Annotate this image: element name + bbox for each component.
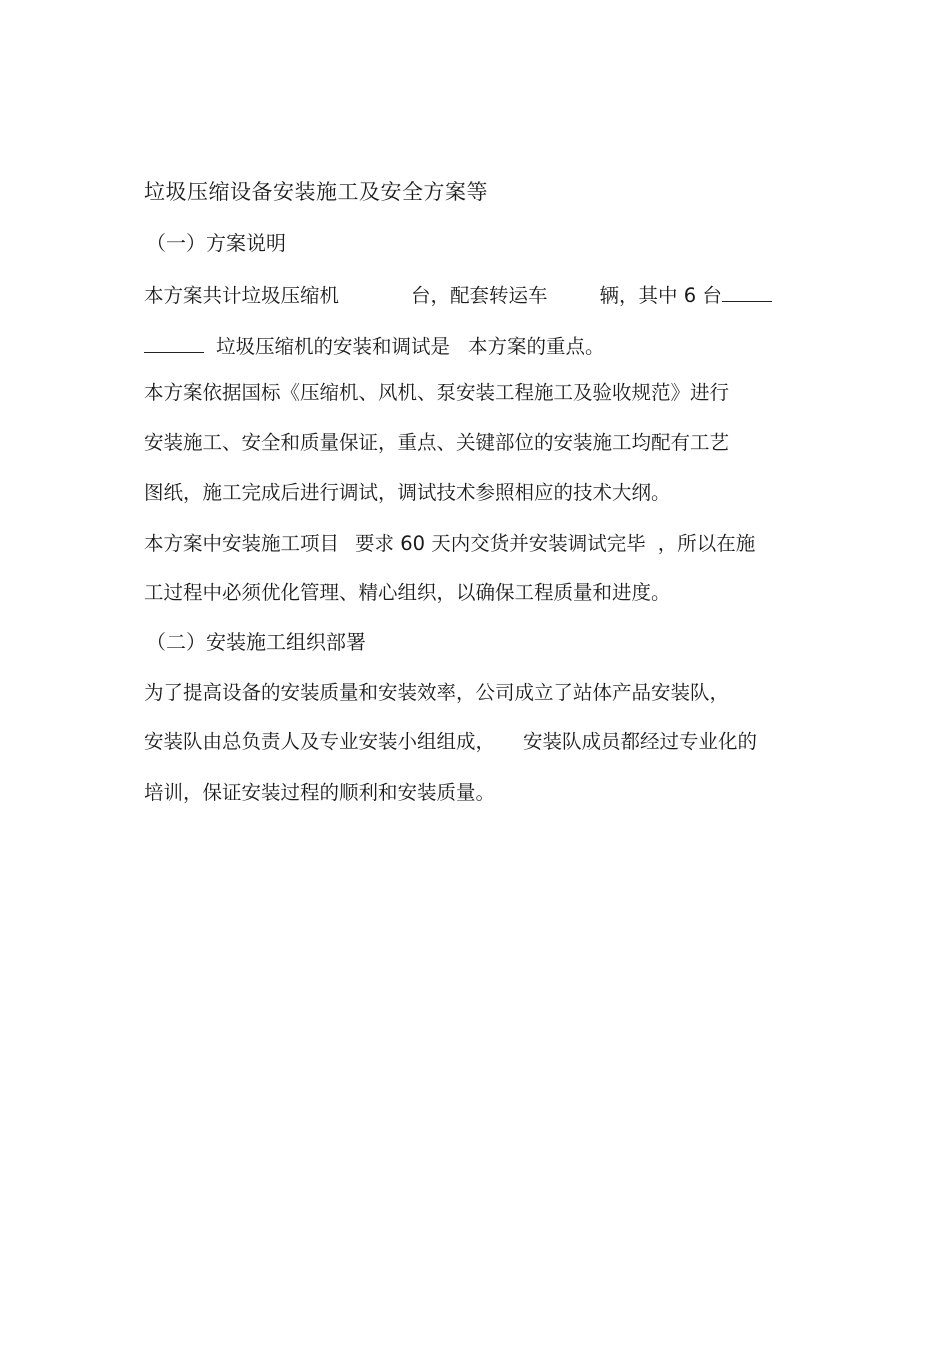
paragraph-line [144,532,755,556]
text-run: 本方案中安装施工项目 [144,532,340,555]
paragraph-line: 工过程中必须优化管理、精心组织，以确保工程质量和进度。 [144,581,671,604]
paragraph-line: 本方案依据国标《压缩机、风机、泵安装工程施工及验收规范》进行 [144,381,730,404]
paragraph-line [144,730,757,754]
paragraph-line: 为了提高设备的安装质量和安装效率，公司成立了站体产品安装队， [144,681,730,704]
document-title: 垃圾压缩设备安装施工及安全方案等 [144,180,488,204]
text-run: 辆，其中 6 台 [599,284,722,307]
text-run: 本方案共计垃圾压缩机 [144,284,340,307]
paragraph-line: 安装施工、安全和质量保证，重点、关键部位的安装施工均配有工艺 [144,431,730,454]
paragraph-line [144,334,605,359]
text-run: 安装队由总负责人及专业安装小组组成， [144,730,496,753]
paragraph-line: 图纸，施工完成后进行调试，调试技术参照相应的技术大纲。 [144,481,671,504]
fill-in-blank [144,334,204,353]
text-run: 台，配套转运车 [411,284,548,307]
section-heading-2: （二）安装施工组织部署 [146,630,366,654]
text-run: 安装队成员都经过专业化的 [523,730,758,753]
paragraph-line: 培训，保证安装过程的顺利和安装质量。 [144,781,496,804]
paragraph-line [144,283,772,308]
text-run: ，所以在施 [657,532,756,555]
text-run: 要求 60 天内交货并安装调试完毕 [355,532,646,555]
section-heading-1: （一）方案说明 [146,231,286,255]
text-run: 本方案的重点。 [468,335,605,358]
fill-in-blank [722,283,772,302]
text-run: 垃圾压缩机的安装和调试是 [216,335,451,358]
